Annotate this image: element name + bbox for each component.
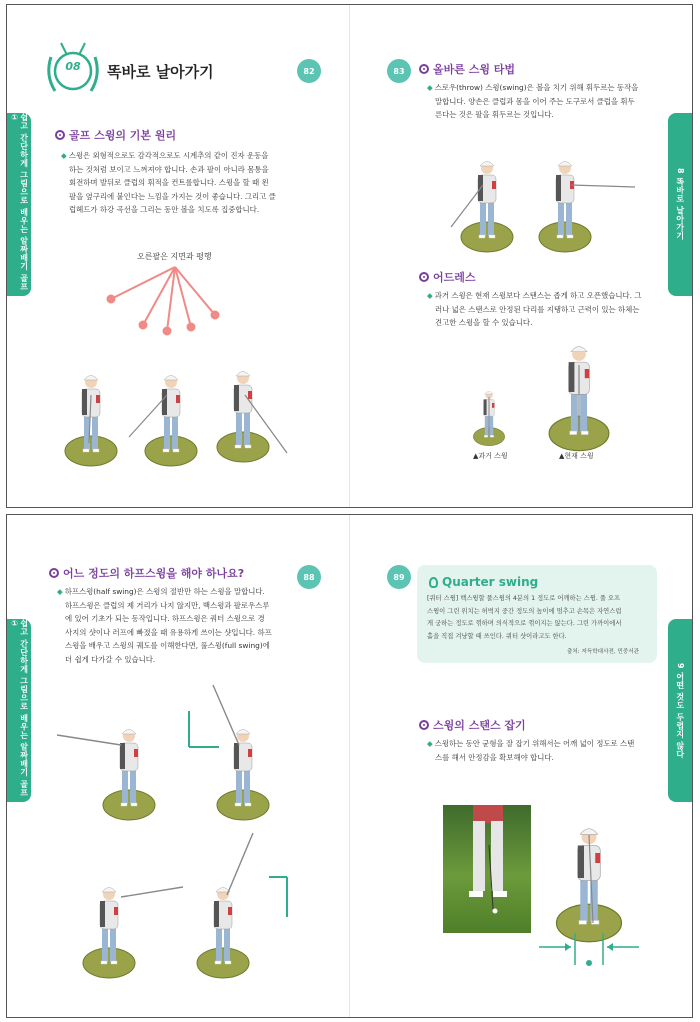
half-swing-backswing-image <box>47 685 307 815</box>
section-heading-swing-principle: 골프 스윙의 기본 원리 <box>55 127 176 143</box>
diamond-bullet-icon: ◆ <box>57 587 63 596</box>
diamond-bullet-icon: ◆ <box>427 739 433 748</box>
side-tab-chapter: 9 어떤 것도 두렵지 않다 <box>668 619 692 802</box>
section-bullet-icon <box>419 64 429 74</box>
section-bullet-icon <box>419 272 429 282</box>
paragraph-address: ◆ 과거 스윙은 현재 스윙보다 스탠스는 좁게 하고 오픈했습니다. 그 러나 넓은 스탠스로 안정된 다리를 지탱하고 근력이 있는 하체는 견고한 스윙을 할 수 있습니다. <box>427 291 642 327</box>
golfer-swing-sequence-image <box>59 365 329 465</box>
page-number-88: 88 <box>297 565 321 589</box>
stance-photo-image <box>443 805 531 933</box>
caption-current-swing: ▲현재 스윙 <box>559 452 594 460</box>
paragraph-swing-principle: ◆ 스윙은 외형적으로도 감각적으로도 시계추의 같이 진자 운동을 하는 것처럼 보이고 느껴져야 합니다. 손과 팔이 아니라 몸통을 회전하며 발뒤로 클럽의 휘적을 컨트롤합니다. 스윙을 할 때 왼 팔을 옆구리에 붙인다는 느낌을 가지는 것이 좋습니다. 그리고 클 럽헤드가 하강 곡선을 그리는 동안 볼을 치도록 집중합니다. <box>61 151 276 214</box>
section-heading-address: 어드레스 <box>419 269 476 285</box>
side-tab-book-title: 쉽고 간단하게 그림으로 배우는 알짜배기 골프 ① <box>7 113 31 296</box>
diamond-bullet-icon: ◆ <box>427 83 433 92</box>
diamond-bullet-icon: ◆ <box>427 291 433 300</box>
stance-width-diagram <box>535 795 655 970</box>
chapter-title: 똑바로 날아가기 <box>107 63 214 81</box>
quarter-swing-source: 출처: 저득학대사전, 민중서관 <box>567 649 640 655</box>
section-heading-stance: 스윙의 스탠스 잡기 <box>419 717 526 733</box>
spread-pages-82-83 <box>6 4 693 508</box>
page-number-83: 83 <box>387 59 411 83</box>
page-number-82: 82 <box>297 59 321 83</box>
quarter-swing-definition-text: [쿼터 스윙] 백스윙할 풀스윙의 4분의 1 정도로 어깨하는 스윙. 풀 오프 스윙이 그린 위치는 허벅지 중간 정도의 높이에 멈추고 손목은 자연스럽 게 궁하는 정도로 꺾하며 의식적으로 꺾이지는 않는다. 그린 가까이에서 홀을 직접 겨냥할 때 쓰인다. 쿼터 샷이라고도 한다. <box>427 595 622 640</box>
chapter-badge-number: 08 <box>65 60 81 73</box>
section-heading-half-swing: 어느 정도의 하프스윙을 해야 하나요? <box>49 565 244 581</box>
lightbulb-icon <box>429 577 438 588</box>
paragraph-stance: ◆ 스윙하는 동안 균형을 잘 잡기 위해서는 어깨 넓이 정도로 스탠 스를 해서 안정감을 확보해야 합니다. <box>427 739 635 762</box>
page-fold <box>349 515 350 1017</box>
correct-swing-image <box>447 155 657 250</box>
pendulum-fan-diagram <box>107 267 247 337</box>
half-swing-followthrough-image <box>47 839 307 974</box>
section-bullet-icon <box>49 568 59 578</box>
side-tab-book-title: 쉽고 간단하게 그림으로 배우는 알짜배기 골프 ① <box>7 619 31 802</box>
section-bullet-icon <box>55 130 65 140</box>
pendulum-diagram-label: 오른팔은 지면과 평행 <box>137 252 212 261</box>
page-fold <box>349 5 350 507</box>
section-heading-correct-swing: 올바른 스윙 타법 <box>419 61 515 77</box>
section-bullet-icon <box>419 720 429 730</box>
diamond-bullet-icon: ◆ <box>61 151 67 160</box>
side-tab-chapter: 8 똑바로 날아가기 <box>668 113 692 296</box>
quarter-swing-title: Quarter swing <box>429 575 538 589</box>
page-number-89: 89 <box>387 565 411 589</box>
paragraph-correct-swing: ◆ 스로우(throw) 스윙(swing)은 볼을 치기 위해 휘두르는 동작을 말합니다. 양손은 클럽과 몸을 이어 주는 도구로서 클럽을 휘두 른다는 것은 팔을 휘두르는 것입니다. <box>427 83 639 119</box>
paragraph-half-swing: ◆ 하프스윙(half swing)은 스윙의 절반만 하는 스윙을 말합니다. 하프스윙은 클럽의 제 거리가 나지 않지만, 백스윙과 팔로우스루 에 있어 기초가 되는 동작입니다. 하프스윙은 쿼터 스윙으로 경 사지의 샷이나 러프에 빠졌을 때 유용하게 쓰이는 샷입니다. 하프 스윙을 배우고 스윙의 궤도를 이해한다면, 풀스윙(full swing)에 더 쉽게 다가갈 수 있습니다. <box>57 587 272 664</box>
spread-pages-88-89 <box>6 514 693 1018</box>
address-comparison-image <box>467 339 627 449</box>
caption-past-swing: ▲과거 스윙 <box>473 452 508 460</box>
